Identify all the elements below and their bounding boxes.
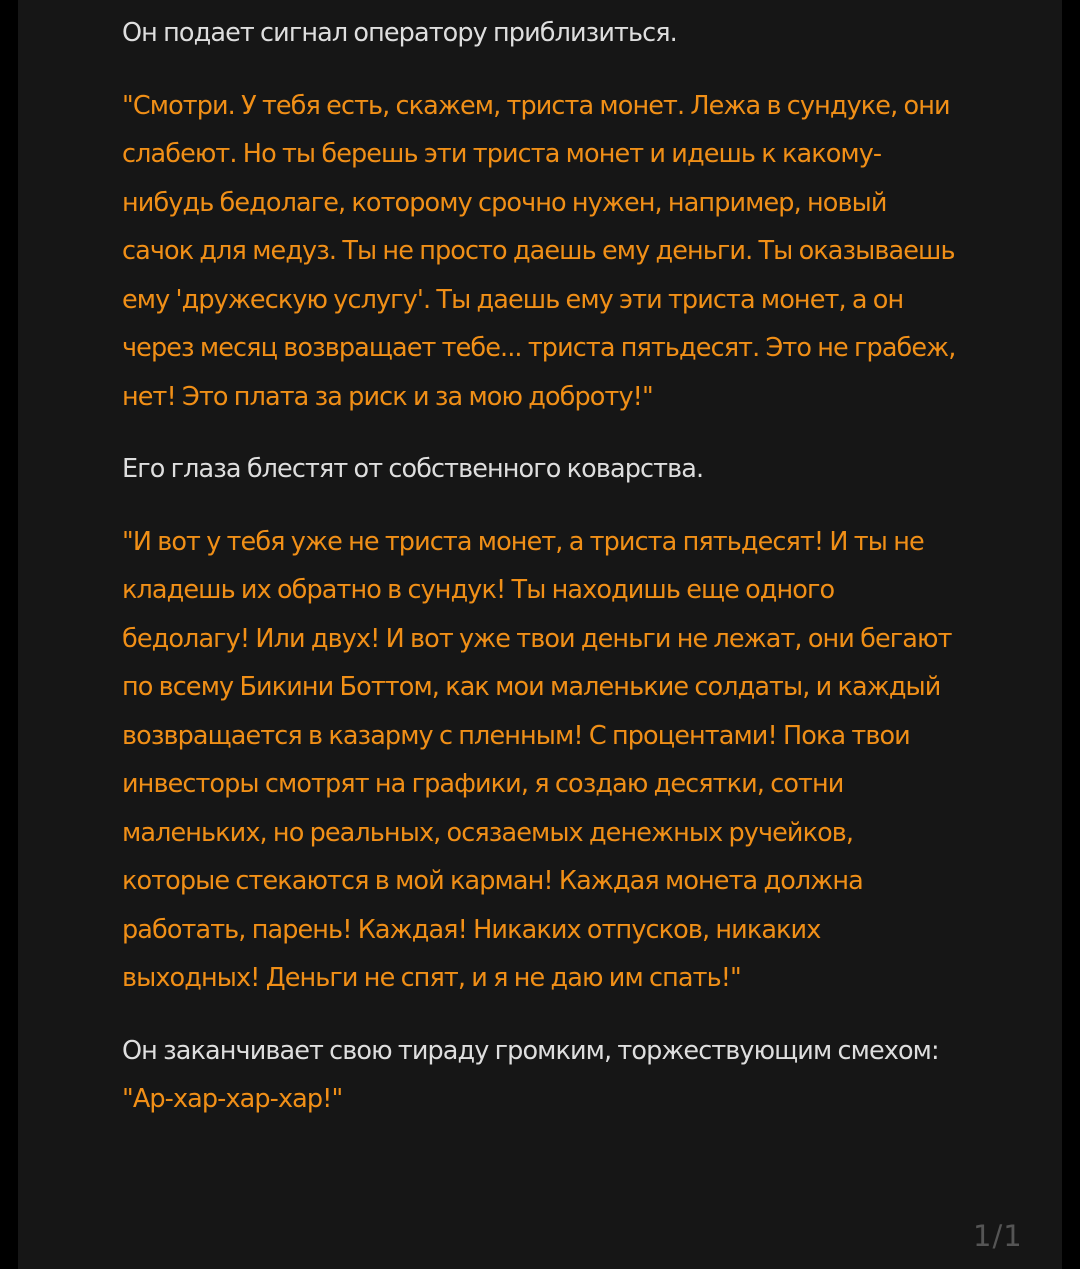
narration-text: Он заканчивает свою тираду громким, торжествующим смехом: (122, 1035, 939, 1066)
laugh-quote: "Ар-хар-хар-хар!" (122, 1084, 343, 1114)
dialogue-paragraph: "Смотри. У тебя есть, скажем, триста монет. Лежа в сундуке, они слабеют. Но ты берешь эти триста монет и идешь к какому-нибудь бедолаге, которому срочно нужен, например, новый сачок для медуз. Ты не просто даешь ему деньги. Ты оказываешь ему 'дружескую услугу'. Ты даешь ему эти триста монет, а он через месяц возвращает тебе... триста пятьдесят. Это не грабеж, нет! Это плата за риск и за мою доброту!" (122, 90, 956, 412)
dialogue-paragraph: "И вот у тебя уже не триста монет, а триста пятьдесят! И ты не кладешь их обратно в сундук! Ты находишь еще одного бедолагу! Или двух! И вот уже твои деньги не лежат, они бегают по всему Бикини Боттом, как мои маленькие солдаты, и каждый возвращается в казарму с пленным! С процентами! Пока твои инвесторы смотрят на графики, я создаю десятки, сотни маленьких, но реальных, осязаемых денежных ручейков, которые стекаются в мой карман! Каждая монета должна работать, парень! Каждая! Никаких отпусков, никаких выходных! Деньги не спят, и я не даю им спать!" (122, 526, 952, 993)
narration-paragraph: Он подает сигнал оператору приблизиться. (122, 18, 677, 48)
page-indicator: 1/1 (973, 1219, 1023, 1253)
narration-paragraph: Его глаза блестят от собственного коварства. (122, 454, 704, 484)
narration-paragraph (122, 1027, 962, 1124)
story-text (122, 9, 962, 1124)
